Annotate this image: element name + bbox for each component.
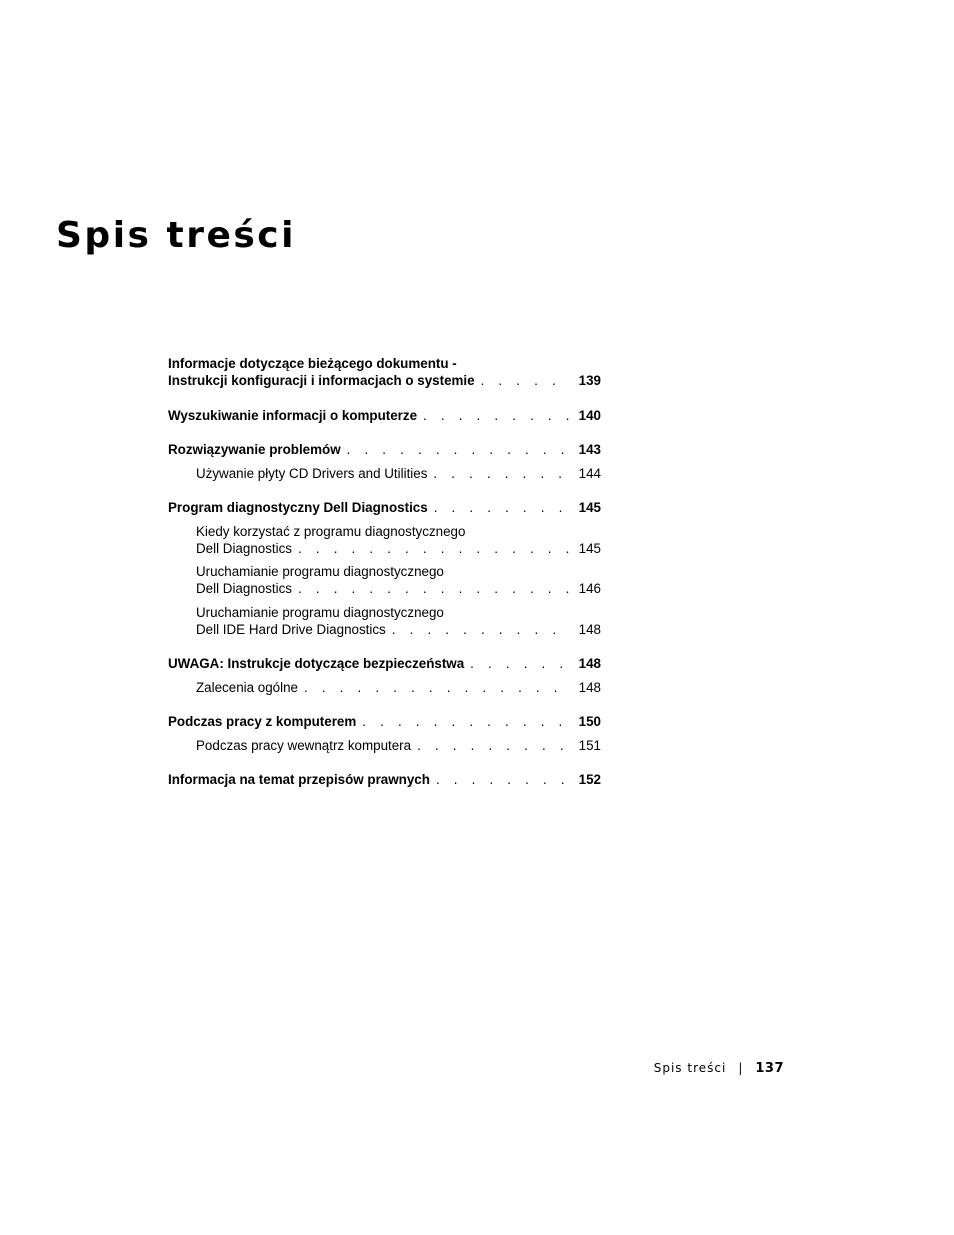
- toc-subentry[interactable]: [168, 523, 601, 557]
- toc-entry-text: Wyszukiwanie informacji o komputerze: [168, 407, 418, 423]
- dot-leader: [417, 737, 571, 754]
- toc-entry-text: Zalecenia ogólne: [196, 679, 298, 695]
- toc-subentry[interactable]: [168, 679, 601, 696]
- toc-entry-text: Rozwiązywanie problemów: [168, 442, 341, 457]
- toc-entry[interactable]: [168, 499, 601, 516]
- footer-separator: |: [738, 1061, 744, 1075]
- toc-page-number: 145: [578, 500, 601, 515]
- dot-leader: [481, 372, 571, 389]
- toc-entry-text: Dell Diagnostics: [196, 540, 293, 556]
- page-footer: [654, 1061, 784, 1076]
- toc-entry[interactable]: [168, 713, 601, 730]
- toc-entry-text: Informacje dotyczące bieżącego dokumentu -: [168, 356, 457, 371]
- toc-page-number: 148: [578, 621, 601, 637]
- toc-page-number: 152: [578, 772, 601, 787]
- dot-leader: [347, 441, 571, 458]
- footer-page-number: 137: [755, 1061, 784, 1076]
- toc-entry-text: Dell IDE Hard Drive Diagnostics: [196, 621, 386, 637]
- toc-page-number: 139: [578, 373, 601, 388]
- toc-page-number: 151: [578, 737, 601, 753]
- toc-page-number: 144: [578, 465, 601, 481]
- dot-leader: [436, 771, 571, 788]
- dot-leader: [392, 621, 571, 638]
- toc-entry-text: Używanie płyty CD Drivers and Utilities: [196, 465, 428, 481]
- toc-entry[interactable]: [168, 355, 601, 389]
- toc-entry[interactable]: [168, 441, 601, 458]
- toc-subentry[interactable]: [168, 737, 601, 754]
- toc-page-number: 150: [578, 714, 601, 729]
- toc-entry-text: Informacja na temat przepisów prawnych: [168, 772, 430, 787]
- dot-leader: [304, 679, 571, 696]
- toc-entry-text: Uruchamianie programu diagnostycznego: [196, 564, 444, 579]
- dot-leader: [298, 540, 571, 557]
- toc-entry-text: Dell Diagnostics: [196, 581, 293, 596]
- toc-page-number: 148: [578, 679, 601, 695]
- toc-entry-text: Podczas pracy z komputerem: [168, 714, 357, 729]
- toc-entry-text: Uruchamianie programu diagnostycznego: [196, 604, 444, 620]
- dot-leader: [434, 499, 571, 516]
- toc-entry-text: UWAGA: Instrukcje dotyczące bezpieczeństwa: [168, 656, 465, 671]
- toc-entry[interactable]: [168, 771, 601, 788]
- toc-page-number: 143: [578, 442, 601, 457]
- toc-page-number: 146: [578, 581, 601, 596]
- toc-page-number: 145: [578, 540, 601, 556]
- toc-entry-text: Podczas pracy wewnątrz komputera: [196, 737, 412, 753]
- dot-leader: [298, 580, 571, 597]
- dot-leader: [470, 655, 571, 672]
- toc-subentry[interactable]: [168, 563, 601, 597]
- dot-leader: [423, 407, 571, 424]
- toc-entry[interactable]: [168, 407, 601, 424]
- dot-leader: [362, 713, 571, 730]
- toc-subentry[interactable]: [168, 604, 601, 638]
- toc-entry-text: Program diagnostyczny Dell Diagnostics: [168, 500, 428, 515]
- toc-entry-text: Instrukcji konfiguracji i informacjach o systemie: [168, 373, 475, 388]
- toc-page-number: 148: [578, 656, 601, 671]
- footer-section-title: Spis treści: [653, 1061, 727, 1075]
- toc-page-number: 140: [578, 407, 601, 423]
- toc-entry-text: Kiedy korzystać z programu diagnostycznego: [196, 523, 466, 539]
- dot-leader: [433, 465, 571, 482]
- toc-entry[interactable]: [168, 655, 601, 672]
- toc-subentry[interactable]: [168, 465, 601, 482]
- table-of-contents: [168, 355, 601, 788]
- page-title: Spis treści: [56, 215, 296, 256]
